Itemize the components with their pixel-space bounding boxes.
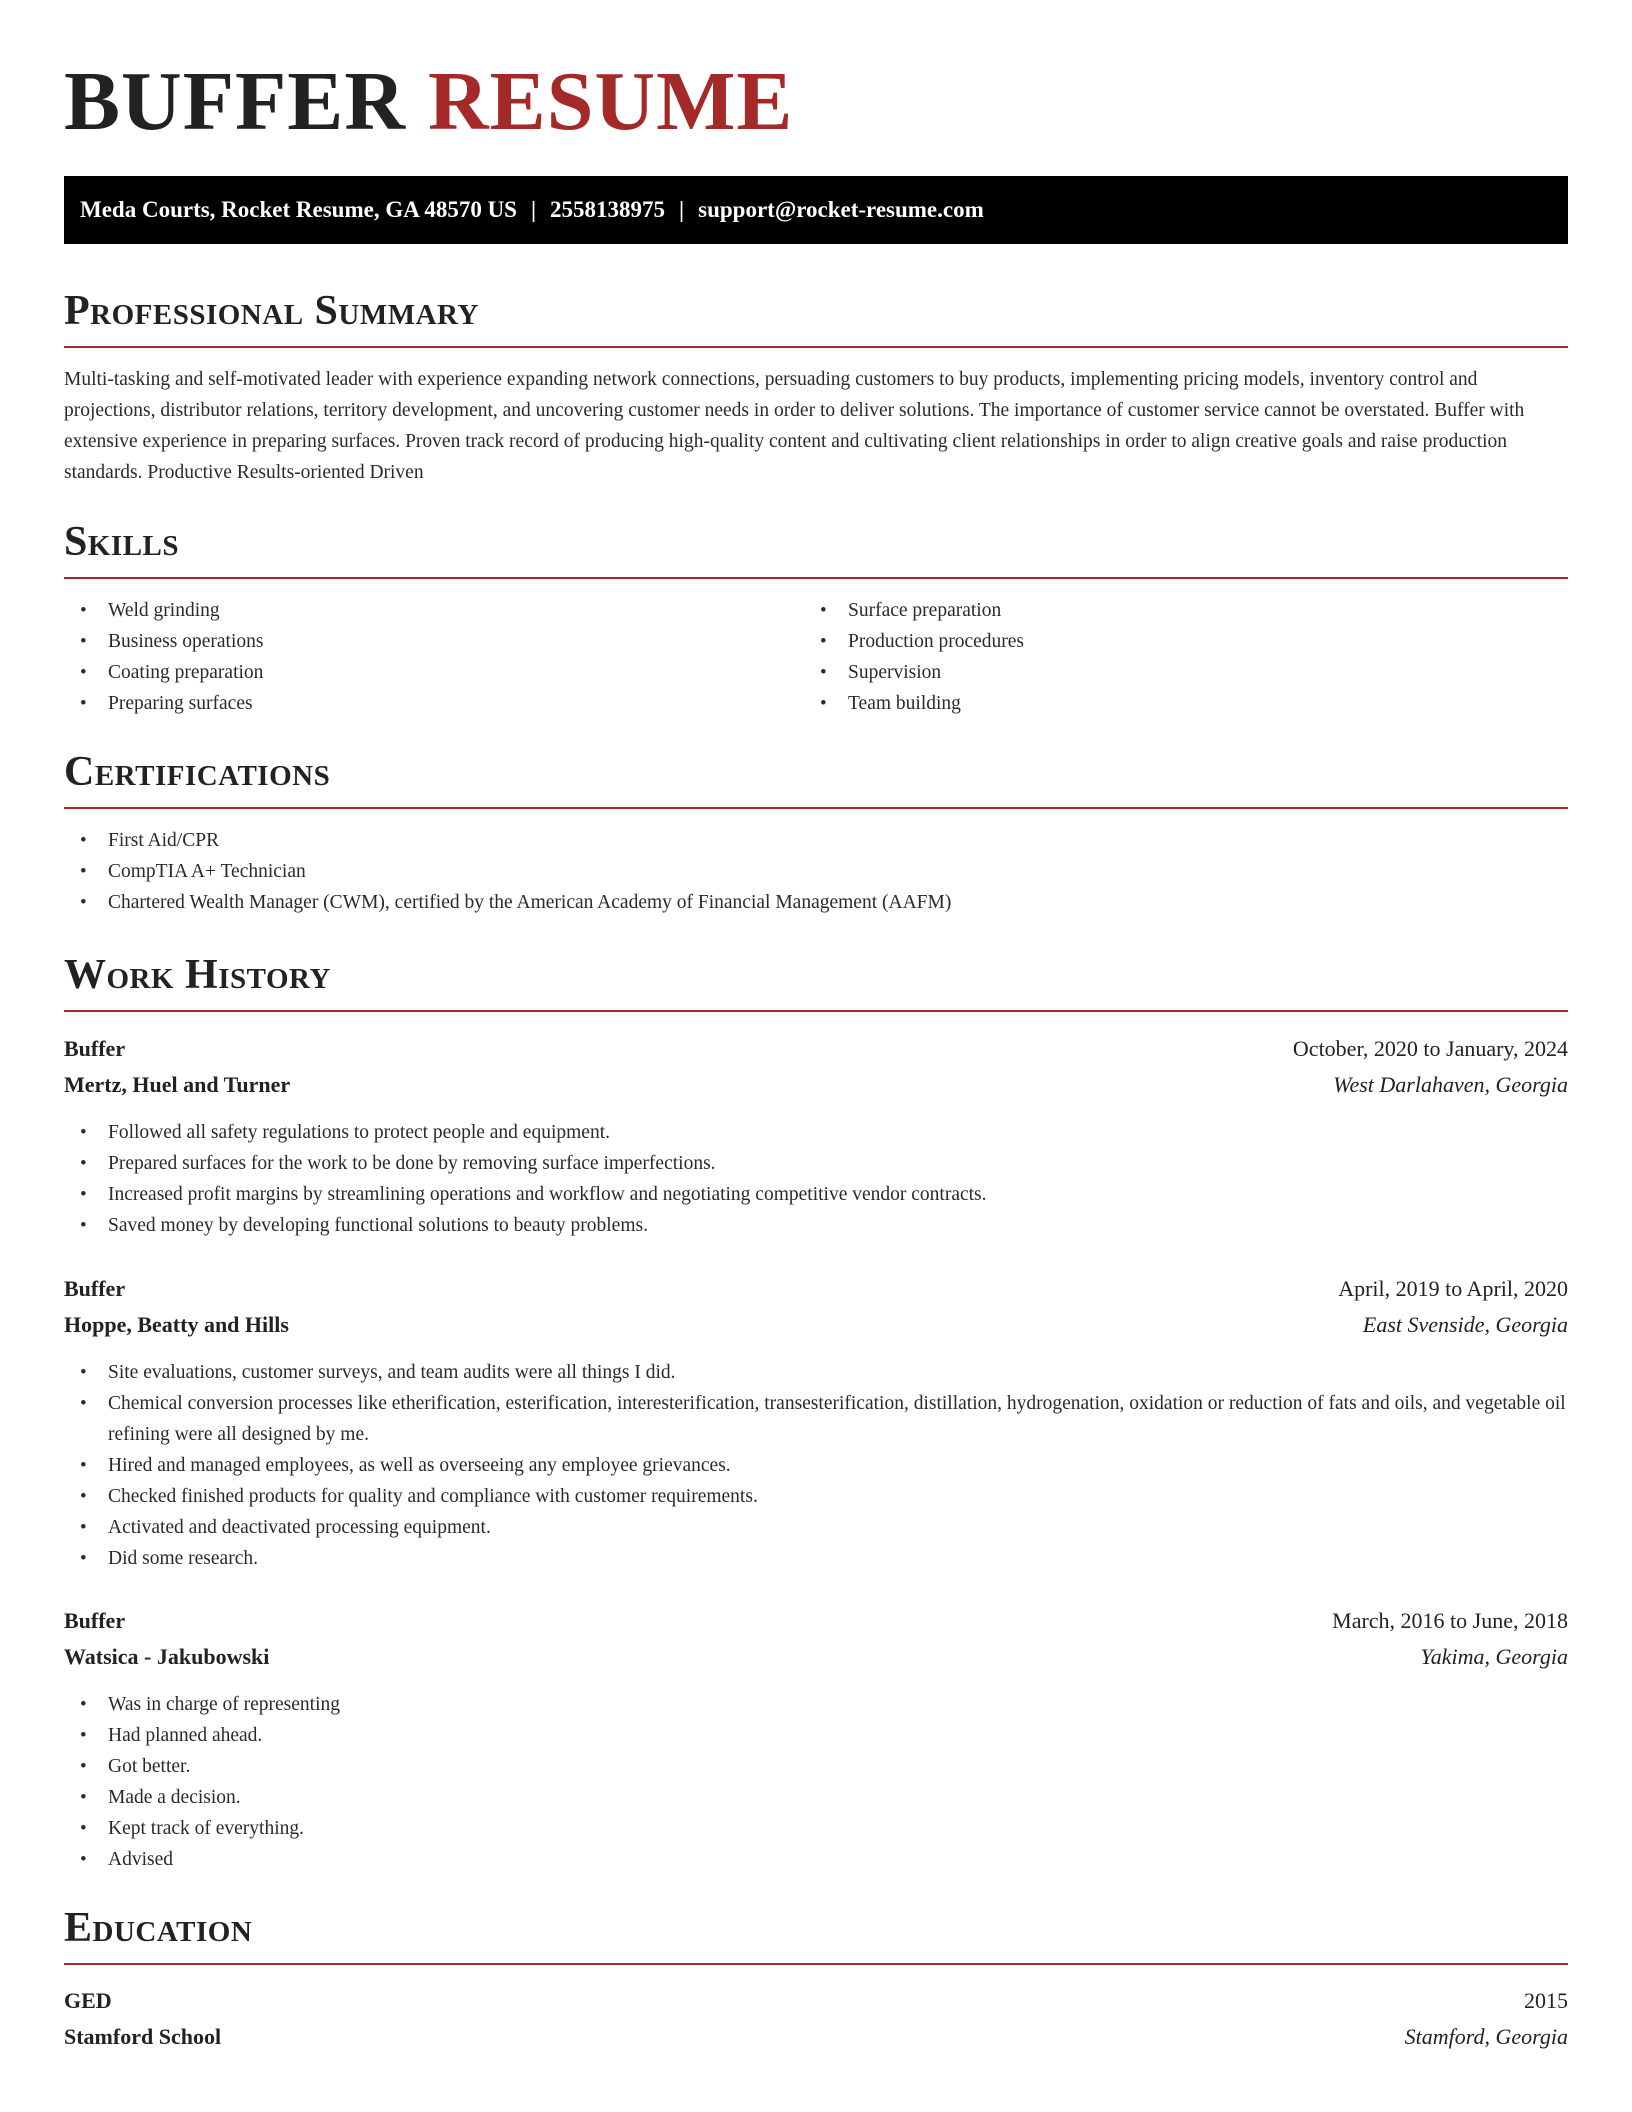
job-duty-item: • Prepared surfaces for the work to be done by removing surface imperfections. xyxy=(64,1148,1568,1179)
contact-separator: | xyxy=(679,197,685,222)
certification-item: • Chartered Wealth Manager (CWM), certified by the American Academy of Financial Management (AAFM) xyxy=(64,887,1568,918)
skills-columns xyxy=(64,579,1568,719)
skill-item: • Surface preparation xyxy=(804,595,1544,626)
education-header-row xyxy=(64,1983,1568,2019)
job-entry xyxy=(64,1603,1568,1875)
job-duty-item: • Site evaluations, customer surveys, and team audits were all things I did. xyxy=(64,1357,1568,1388)
job-duty-item: • Checked finished products for quality and compliance with customer requirements. xyxy=(64,1481,1568,1512)
certification-item: • CompTIA A+ Technician xyxy=(64,856,1568,887)
education-location: Stamford, Georgia xyxy=(1404,2024,1568,2049)
job-duty-item: • Chemical conversion processes like etherification, esterification, interesterification, transesterification, distillation, hydrogenation, oxidation or reduction of fats and oils, and vegetable oil refining were all designed by me. xyxy=(64,1388,1568,1450)
job-company-row xyxy=(64,1067,1568,1103)
job-duty-item: • Kept track of everything. xyxy=(64,1813,1568,1844)
skill-item: • Coating preparation xyxy=(64,657,804,688)
skills-list-right xyxy=(804,595,1544,719)
summary-text: Multi-tasking and self-motivated leader with experience expanding network connections, persuading customers to buy products, implementing pricing models, inventory control and projections, distributor relations, territory development, and uncovering customer needs in order to deliver solutions. The importance of customer service cannot be overstated. Buffer with extensive experience in preparing surfaces. Proven track record of producing high-quality content and cultivating client relationships in order to align creative goals and raise production standards. Productive Results-oriented Driven xyxy=(64,369,1525,484)
section-divider xyxy=(64,346,1568,348)
last-name: RESUME xyxy=(428,55,794,148)
job-header-row xyxy=(64,1271,1568,1307)
candidate-name xyxy=(64,52,793,153)
job-dates: April, 2019 to April, 2020 xyxy=(1338,1276,1568,1301)
education-section xyxy=(64,1903,1568,1965)
job-duty-item: • Had planned ahead. xyxy=(64,1720,1568,1751)
section-title-skills: Skills xyxy=(64,519,180,565)
job-duty-item: • Hired and managed employees, as well as overseeing any employee grievances. xyxy=(64,1450,1568,1481)
education-school-row xyxy=(64,2019,1568,2055)
certifications-section xyxy=(64,747,1568,918)
education-year: 2015 xyxy=(1524,1988,1568,2013)
job-duty-item: • Got better. xyxy=(64,1751,1568,1782)
contact-separator: | xyxy=(530,197,537,222)
skill-item: • Production procedures xyxy=(804,626,1544,657)
skill-item: • Team building xyxy=(804,688,1544,719)
job-duty-item: • Made a decision. xyxy=(64,1782,1568,1813)
job-entry xyxy=(64,1031,1568,1241)
section-divider xyxy=(64,1010,1568,1012)
first-name: BUFFER xyxy=(64,55,406,148)
job-header-row xyxy=(64,1603,1568,1639)
certifications-list xyxy=(64,825,1568,918)
contact-phone[interactable]: 2558138975 xyxy=(550,197,666,222)
job-duty-item: • Increased profit margins by streamlining operations and workflow and negotiating competitive vendor contracts. xyxy=(64,1179,1568,1210)
education-school: Stamford School xyxy=(64,2024,222,2049)
work-history-section xyxy=(64,950,1568,1012)
section-title-certifications: Certifications xyxy=(64,749,331,795)
job-title: Buffer xyxy=(64,1276,126,1301)
section-divider xyxy=(64,1963,1568,1965)
job-location: East Svenside, Georgia xyxy=(1362,1312,1568,1337)
section-divider xyxy=(64,807,1568,809)
contact-address: Meda Courts, Rocket Resume, GA 48570 US xyxy=(80,197,517,222)
skills-section xyxy=(64,517,1568,719)
job-location: Yakima, Georgia xyxy=(1420,1644,1568,1669)
job-location: West Darlahaven, Georgia xyxy=(1333,1072,1568,1097)
contact-email[interactable]: support@rocket-resume.com xyxy=(698,197,984,222)
job-duty-item: • Advised xyxy=(64,1844,1568,1875)
job-title: Buffer xyxy=(64,1036,126,1061)
job-duty-item: • Was in charge of representing xyxy=(64,1689,1568,1720)
job-company: Hoppe, Beatty and Hills xyxy=(64,1312,289,1337)
skills-list-left xyxy=(64,595,804,719)
skill-item: • Supervision xyxy=(804,657,1544,688)
section-title-work-history: Work History xyxy=(64,952,331,998)
job-duty-item: • Followed all safety regulations to protect people and equipment. xyxy=(64,1117,1568,1148)
contact-bar xyxy=(64,176,1568,244)
education-entry xyxy=(64,1983,1568,2055)
job-duties xyxy=(64,1117,1568,1241)
job-dates: October, 2020 to January, 2024 xyxy=(1292,1036,1568,1061)
job-duties xyxy=(64,1357,1568,1574)
skill-item: • Weld grinding xyxy=(64,595,804,626)
job-header-row xyxy=(64,1031,1568,1067)
summary-section xyxy=(64,286,1568,488)
job-title: Buffer xyxy=(64,1608,126,1633)
job-duty-item: • Did some research. xyxy=(64,1543,1568,1574)
certification-item: • First Aid/CPR xyxy=(64,825,1568,856)
job-company: Watsica - Jakubowski xyxy=(64,1644,270,1669)
job-entry xyxy=(64,1271,1568,1574)
job-dates: March, 2016 to June, 2018 xyxy=(1332,1608,1568,1633)
job-company-row xyxy=(64,1639,1568,1675)
education-degree: GED xyxy=(64,1988,112,2013)
section-title-education: Education xyxy=(64,1905,253,1951)
section-title-summary: Professional Summary xyxy=(64,288,479,334)
job-duty-item: • Activated and deactivated processing equipment. xyxy=(64,1512,1568,1543)
job-company: Mertz, Huel and Turner xyxy=(64,1072,291,1097)
skill-item: • Business operations xyxy=(64,626,804,657)
job-duties xyxy=(64,1689,1568,1875)
job-duty-item: • Saved money by developing functional solutions to beauty problems. xyxy=(64,1210,1568,1241)
skill-item: • Preparing surfaces xyxy=(64,688,804,719)
job-company-row xyxy=(64,1307,1568,1343)
